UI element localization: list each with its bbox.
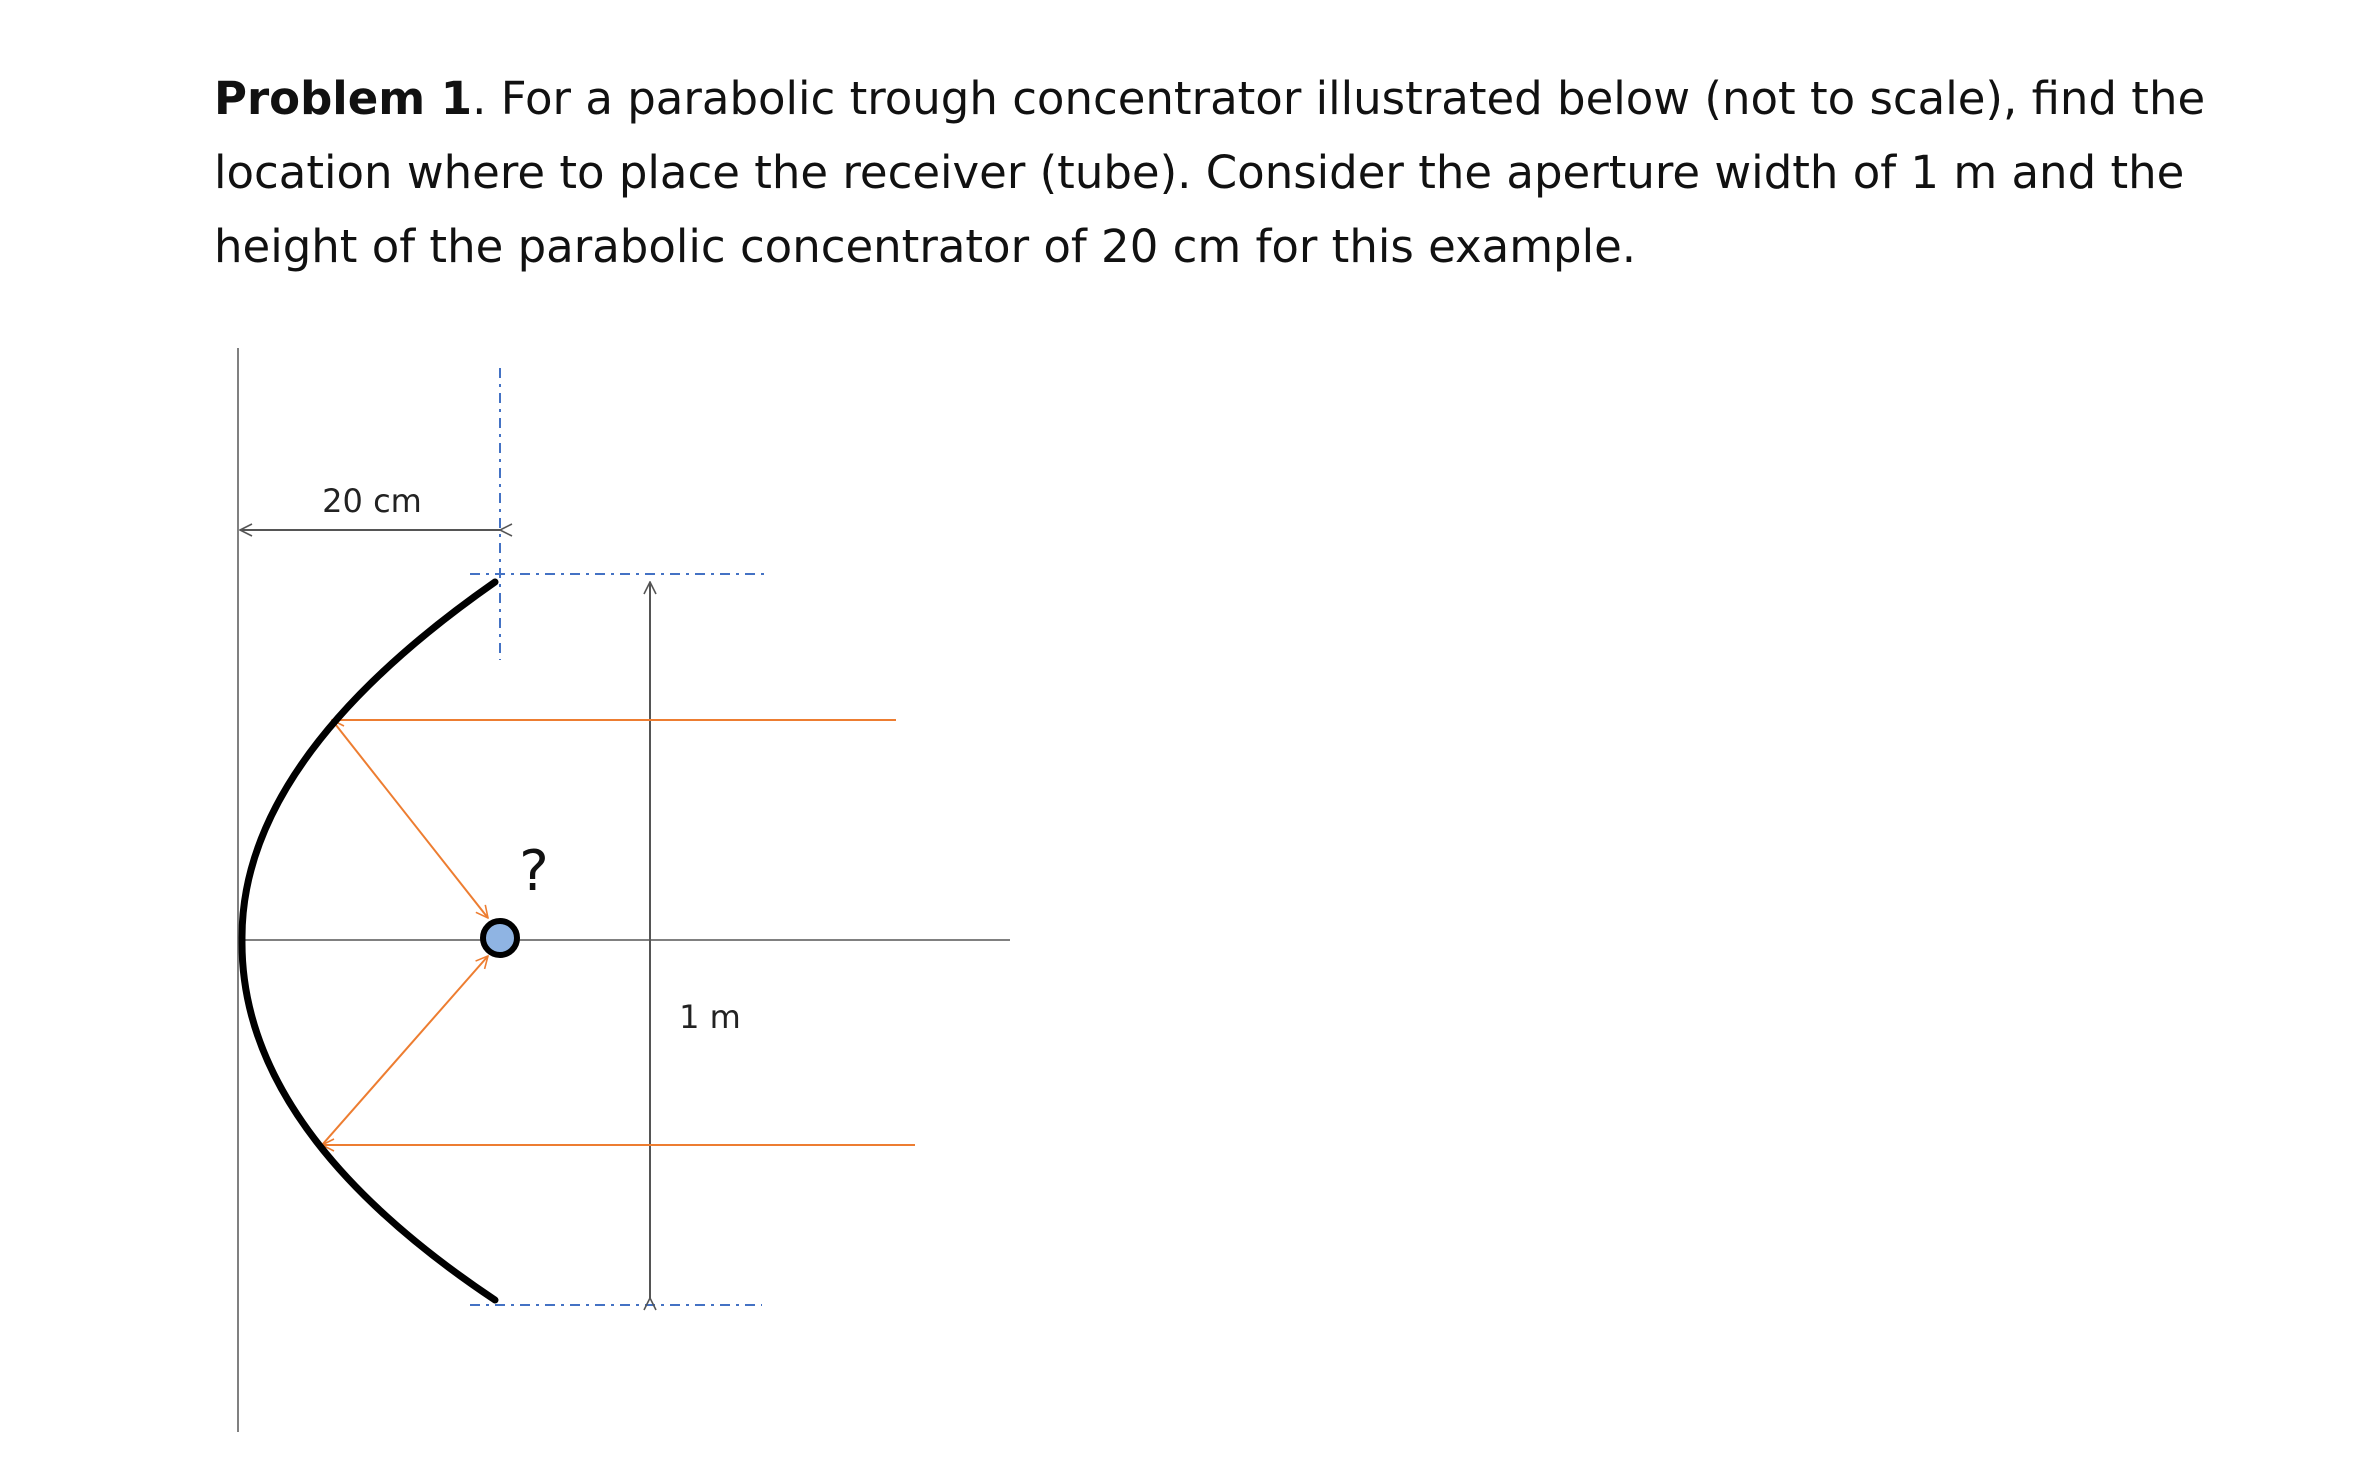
reflected-ray-top [332,720,488,918]
receiver-location-question: ? [519,839,549,904]
reflected-ray-bottom [322,956,488,1145]
aperture-dimension-label: 1 m [679,998,741,1036]
problem-body: . For a parabolic trough concentrator illustrated below (not to scale), find the location where to place the receiver (tube). Consider the aperture width of 1 m and the height of the parabolic concentrator of 20 cm for this example. [214,72,2206,273]
receiver-tube-icon [483,921,517,955]
height-dimension-label: 20 cm [322,482,422,520]
problem-label: Problem 1 [214,72,473,125]
